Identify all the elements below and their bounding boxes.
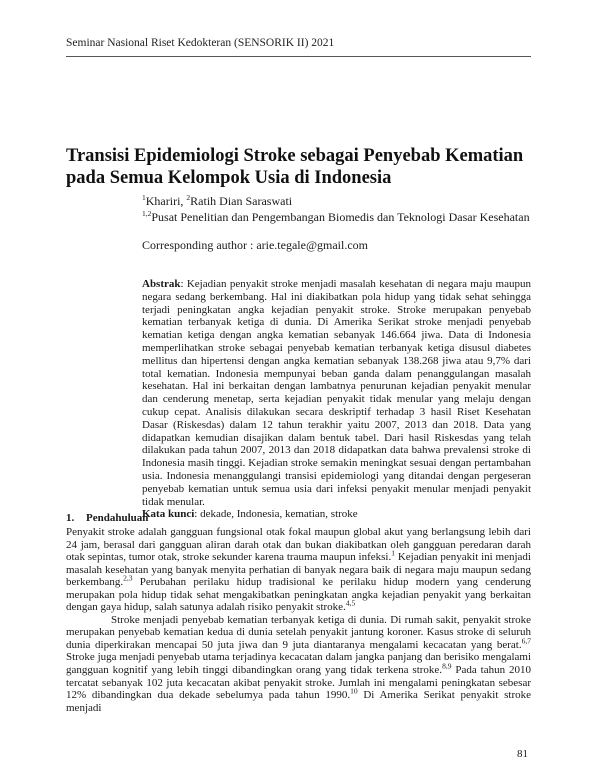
corresponding-author: Corresponding author : arie.tegale@gmail.com: [142, 238, 368, 252]
para1-part1: Penyakit stroke adalah gangguan fungsional otak fokal maupun global akut yang berlangsung lebih dari 24 jam, berasal dari gangguan aliran darah otak dan bukan diakibatkan oleh gangguan peredaran darah otak sepintas, tumor otak, stroke sekunder karena trauma maupun infeksi.: [66, 526, 531, 564]
keywords-text: : dekade, Indonesia, kematian, stroke: [194, 508, 358, 521]
section-number: 1.: [66, 512, 75, 524]
para2-part2: Stroke juga menjadi penyebab utama terjadinya kecacatan dalam jangka panjang dan berisiko mengalami gangguan kognitif yang lebih tinggi dibandingkan orang yang tidak terkena stroke.: [66, 651, 531, 677]
keywords: [142, 508, 531, 521]
abstract-body: [142, 278, 531, 508]
body-text: [66, 526, 531, 714]
author-list: [142, 193, 292, 209]
paper-title: Transisi Epidemiologi Stroke sebagai Penyebab Kematian pada Semua Kelompok Usia di Indonesia: [66, 146, 524, 188]
page-number: 81: [517, 748, 528, 760]
header-rule: [66, 56, 531, 57]
author-2: Ratih Dian Saraswati: [190, 194, 293, 208]
paragraph-1: [66, 526, 531, 614]
para2-part1: Stroke menjadi penyebab kematian terbanyak ketiga di dunia. Di rumah sakit, penyakit stroke merupakan penyebab kematian kedua di dunia setelah penyakit jantung koroner. Kasus stroke di seluruh dunia diperkirakan mencapai 50 juta jiwa dan 9 juta diantaranya mengalami kecacatan yang berat.: [66, 613, 531, 651]
para1-part2: Kejadian penyakit ini menjadi masalah kesehatan yang banyak menyita perhatian di banyak negara baik di negara maju maupun sedang berkembang.: [66, 551, 531, 589]
para2-part4: Di Amerika Serikat penyakit stroke menjadi: [66, 689, 532, 714]
affiliation-text: Pusat Penelitian dan Pengembangan Biomedis dan Teknologi Dasar Kesehatan: [151, 210, 530, 224]
running-header: Seminar Nasional Riset Kedokteran (SENSORIK II) 2021: [66, 37, 335, 49]
para2-part3: Pada tahun 2010 tercatat sebanyak 102 juta kecacatan akibat penyakit stroke. Jumlah ini mengalami peningkatan sebesar 12% dibandingkan dua dekade sebelumya pada tahun 1990.: [66, 664, 531, 702]
para1-part3: Perubahan perilaku hidup tradisional ke perilaku hidup modern yang cenderung merupakan pola hidup tidak sehat mengakibatkan peningkatan angka kejadian penyakit yang berkaitan dengan gaya hidup, salah satunya adalah risiko penyakit stroke.: [66, 576, 531, 614]
paragraph-2: [66, 614, 531, 714]
author-1-affil-mark: 1: [142, 193, 146, 202]
citation-6: 10: [350, 686, 358, 696]
citation-5: 8,9: [442, 661, 452, 671]
citation-2: 2,3: [123, 573, 133, 583]
section-title: Pendahuluan: [86, 512, 149, 524]
abstract-label: Abstrak: [142, 278, 181, 290]
keywords-label: Kata kunci: [142, 508, 195, 521]
section-heading: [66, 512, 148, 524]
affiliation-mark: 1,2: [142, 209, 152, 218]
affiliation: [142, 209, 530, 225]
abstract: [142, 278, 531, 521]
citation-3: 4,5: [345, 598, 356, 608]
citation-1: 1: [391, 548, 395, 558]
citation-4: 6,7: [521, 636, 531, 646]
author-1: Khariri,: [145, 194, 187, 208]
abstract-text: : Kejadian penyakit stroke menjadi masalah kesehatan di negara maju maupun negara sedang berkembang. Hal ini diakibatkan pola hidup yang tidak sehat sehingga terjadi peningkatan angka kejadian penyakit stroke. Stroke merupakan penyebab kematian terbanyak ketiga di dunia. Di Amerika Serikat stroke menjadi penyebab kematian ketiga dengan angka kematian sebanyak 146.664 jiwa. Data di Indonesia memperlihatkan stroke sebagai penyebab kematian terbanyak ketiga disusul diabetes mellitus dan hipertensi dengan angka kematian sebanyak 138.268 jiwa atau 9,7% dari total kematian. Indonesia mempunyai beban ganda dalam penanggulangan masalah kesehatan. Hal ini berkaitan dengan lambatnya penurunan kejadian penyakit menular dan cenderung menetap, serta kejadian penyakit tidak menular yang melaju dengan cukup cepat. Analisis dilakukan secara deskriptif terhadap 3 hasil Riset Kesehatan Dasar (Riskesdas) dalam 12 tahun terakhir yaitu 2007, 2013 dan 2018. Data yang didapatkan kemudian disajikan dalam bentuk tabel. Dari hasil Riskesdas yang telah dilakukan pada tahun 2007, 2013 dan 2018 didapatkan data bahwa prevalensi stroke di Indonesia masih tinggi. Kejadian stroke semakin meningkat sesuai dengan pertambahan usia. Indonesia menanggulangi transisi epidemiologi yang ditandai dengan pergeseran penyebab kematian untuk semua usia dari infeksi penyakit menular menjadi penyakit tidak menular.: [142, 278, 531, 508]
author-2-affil-mark: 2: [186, 193, 191, 202]
